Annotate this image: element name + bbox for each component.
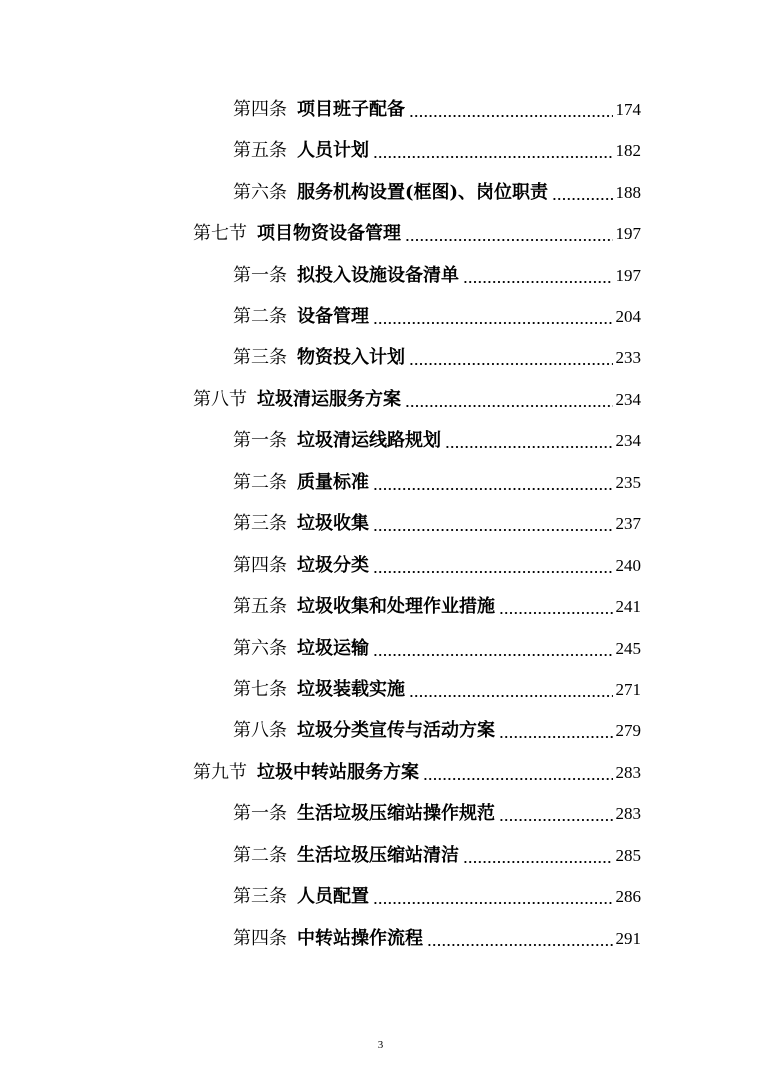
toc-entry-label: 第七条: [233, 679, 287, 701]
toc-entry-page: 197: [615, 265, 641, 285]
toc-article-entry: [233, 255, 641, 296]
toc-entry-page: 271: [615, 680, 641, 700]
toc-article-entry: [233, 669, 641, 710]
toc-article-entry: [233, 545, 641, 586]
toc-entry-title: 生活垃圾压缩站操作规范: [297, 803, 495, 825]
toc-entry-page: 182: [615, 141, 641, 161]
toc-entry-title: 项目班子配备: [297, 98, 405, 120]
toc-entry-page: 285: [615, 845, 641, 865]
dot-leader: [405, 391, 613, 409]
toc-entry-label: 第九节: [193, 761, 247, 783]
toc-article-entry: [233, 504, 641, 545]
toc-entry-label: 第四条: [233, 98, 287, 120]
toc-entry-label: 第二条: [233, 305, 287, 327]
toc-entry-label: 第七节: [193, 223, 247, 245]
toc-article-entry: [233, 628, 641, 669]
dot-leader: [373, 557, 613, 575]
toc-entry-title: 垃圾分类宣传与活动方案: [297, 720, 495, 742]
toc-article-entry: [233, 918, 641, 959]
toc-entry-page: 204: [615, 306, 641, 326]
toc-entry-page: 234: [615, 431, 641, 451]
toc-entry-label: 第一条: [233, 430, 287, 452]
toc-entry-label: 第一条: [233, 803, 287, 825]
toc-entry-label: 第四条: [233, 554, 287, 576]
toc-article-entry: [233, 586, 641, 627]
toc-entry-page: 188: [615, 182, 641, 202]
toc-entry-label: 第三条: [233, 886, 287, 908]
dot-leader: [423, 764, 613, 782]
toc-entry-page: 174: [615, 99, 641, 119]
dot-leader: [409, 101, 613, 119]
toc-entry-label: 第二条: [233, 471, 287, 493]
dot-leader: [405, 225, 613, 243]
dot-leader: [499, 805, 613, 823]
toc-entry-page: 233: [615, 348, 641, 368]
toc-entry-title: 垃圾清运线路规划: [297, 430, 441, 452]
dot-leader: [499, 598, 613, 616]
toc-entry-title: 设备管理: [297, 305, 369, 327]
dot-leader: [445, 432, 613, 450]
toc-entry-title: 垃圾收集: [297, 513, 369, 535]
dot-leader: [373, 142, 613, 160]
toc-article-entry: [233, 89, 641, 130]
toc-article-entry: [233, 130, 641, 171]
toc-entry-title: 垃圾运输: [297, 637, 369, 659]
dot-leader: [552, 184, 612, 202]
toc-entry-label: 第五条: [233, 140, 287, 162]
toc-entry-title: 服务机构设置(框图)、岗位职责: [297, 181, 549, 203]
toc-entry-page: 245: [615, 638, 641, 658]
toc-entry-label: 第六条: [233, 181, 287, 203]
toc-entry-title: 垃圾装载实施: [297, 679, 405, 701]
toc-entry-title: 垃圾中转站服务方案: [257, 761, 419, 783]
toc-article-entry: [233, 794, 641, 835]
dot-leader: [409, 349, 613, 367]
dot-leader: [499, 722, 613, 740]
toc-entry-label: 第一条: [233, 264, 287, 286]
toc-entry-label: 第二条: [233, 844, 287, 866]
toc-entry-label: 第三条: [233, 513, 287, 535]
toc-article-entry: [233, 421, 641, 462]
toc-entry-page: 234: [615, 389, 641, 409]
toc-entry-title: 垃圾清运服务方案: [257, 388, 401, 410]
dot-leader: [463, 267, 613, 285]
toc-entry-title: 垃圾分类: [297, 554, 369, 576]
toc-entry-title: 人员计划: [297, 140, 369, 162]
toc-entry-title: 人员配置: [297, 886, 369, 908]
toc-entry-page: 283: [615, 762, 641, 782]
toc-section-entry: [193, 752, 641, 793]
toc-section-entry: [193, 213, 641, 254]
toc-article-entry: [233, 172, 641, 213]
toc-entry-label: 第五条: [233, 596, 287, 618]
toc-entry-page: 279: [615, 721, 641, 741]
toc-article-entry: [233, 711, 641, 752]
toc-entry-page: 197: [615, 224, 641, 244]
toc-entry-label: 第四条: [233, 927, 287, 949]
toc-article-entry: [233, 462, 641, 503]
dot-leader: [373, 888, 613, 906]
toc-entry-page: 235: [615, 472, 641, 492]
dot-leader: [373, 640, 613, 658]
dot-leader: [427, 930, 613, 948]
table-of-contents: [0, 89, 761, 959]
toc-entry-page: 241: [615, 597, 641, 617]
toc-article-entry: [233, 296, 641, 337]
toc-entry-label: 第八节: [193, 388, 247, 410]
dot-leader: [373, 474, 613, 492]
toc-article-entry: [233, 835, 641, 876]
toc-entry-page: 291: [615, 928, 641, 948]
toc-section-entry: [193, 379, 641, 420]
toc-entry-page: 237: [615, 514, 641, 534]
toc-entry-title: 中转站操作流程: [297, 927, 423, 949]
toc-entry-page: 283: [615, 804, 641, 824]
toc-entry-label: 第八条: [233, 720, 287, 742]
dot-leader: [373, 308, 613, 326]
dot-leader: [463, 847, 613, 865]
toc-entry-title: 项目物资设备管理: [257, 223, 401, 245]
toc-entry-label: 第三条: [233, 347, 287, 369]
toc-entry-title: 生活垃圾压缩站清洁: [297, 844, 459, 866]
toc-article-entry: [233, 877, 641, 918]
toc-article-entry: [233, 338, 641, 379]
toc-entry-page: 286: [615, 887, 641, 907]
page-number: 3: [377, 1039, 384, 1051]
toc-entry-title: 物资投入计划: [297, 347, 405, 369]
toc-entry-title: 拟投入设施设备清单: [297, 264, 459, 286]
toc-entry-title: 质量标准: [297, 471, 369, 493]
dot-leader: [409, 681, 613, 699]
dot-leader: [373, 515, 613, 533]
toc-entry-title: 垃圾收集和处理作业措施: [297, 596, 495, 618]
toc-entry-page: 240: [615, 555, 641, 575]
toc-entry-label: 第六条: [233, 637, 287, 659]
